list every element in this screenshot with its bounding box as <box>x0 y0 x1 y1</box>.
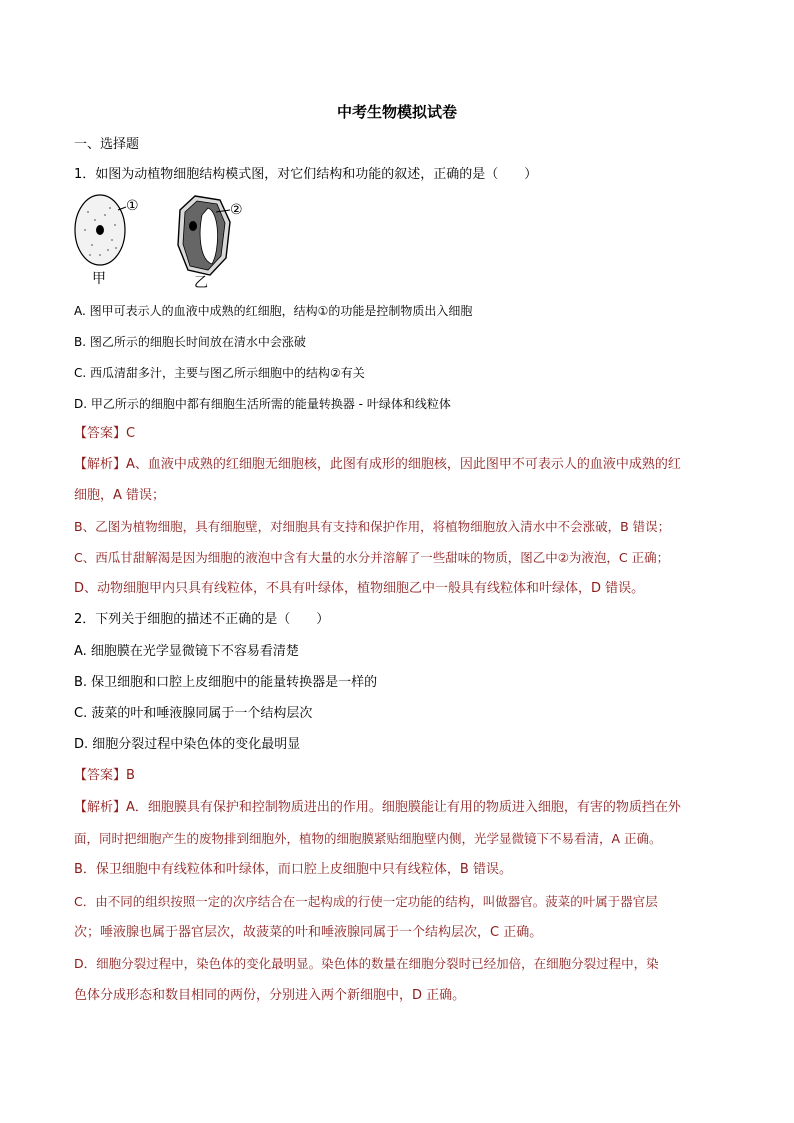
page-title: 中考生物模拟试卷 <box>336 103 457 121</box>
q1-analysis-line-4: C、西瓜甘甜解渴是因为细胞的液泡中含有大量的水分并溶解了一些甜味的物质，图乙中②为液泡，C 正确； <box>74 550 670 565</box>
q2-option-d: D. 细胞分裂过程中染色体的变化最明显 <box>74 737 301 752</box>
q1-answer <box>74 425 135 443</box>
animal-cell-nucleus <box>96 225 104 235</box>
section-heading: 一、选择题 <box>74 137 140 152</box>
q1-answer-value: C <box>126 426 136 441</box>
q2-analysis-line-2: 面，同时把细胞产生的废物排到细胞外，植物的细胞膜紧贴细胞壁内侧，光学显微镜下不易看清，A 正确。 <box>74 831 662 846</box>
q2-answer-value: B <box>126 768 135 783</box>
q1-answer-tag: 【答案】 <box>74 426 127 441</box>
q2-answer <box>74 767 135 785</box>
q1-analysis-text-1: A、血液中成熟的红细胞无细胞核，此图有成形的细胞核，因此图甲不可表示人的血液中成熟的红 <box>126 457 681 472</box>
q2-analysis-line-1 <box>74 799 681 817</box>
q1-analysis-line-2: 细胞，A 错误； <box>74 488 166 503</box>
q2-analysis-line-3: B．保卫细胞中有线粒体和叶绿体，而口腔上皮细胞中只有线粒体，B 错误。 <box>74 862 512 877</box>
q1-option-d: D. 甲乙所示的细胞中都有细胞生活所需的能量转换器 - 叶绿体和线粒体 <box>74 397 451 411</box>
q2-option-b: B. 保卫细胞和口腔上皮细胞中的能量转换器是一样的 <box>74 675 378 690</box>
marker-2: ② <box>230 202 243 218</box>
q1-analysis-line-3: B、乙图为植物细胞，具有细胞壁，对细胞具有支持和保护作用，将植物细胞放入清水中不会涨破，B 错误； <box>74 519 671 534</box>
marker-1: ① <box>126 198 139 214</box>
q2-analysis-line-4: C．由不同的组织按照一定的次序结合在一起构成的行使一定功能的结构，叫做器官。菠菜的叶属于器官层 <box>74 894 658 909</box>
q1-option-a: A. 图甲可表示人的血液中成熟的红细胞，结构①的功能是控制物质出入细胞 <box>74 304 473 318</box>
q2-analysis-text-1: A．细胞膜具有保护和控制物质进出的作用。细胞膜能让有用的物质进入细胞，有害的物质挡在外 <box>126 800 681 815</box>
q2-analysis-line-6: D．细胞分裂过程中，染色体的变化最明显。染色体的数量在细胞分裂时已经加倍，在细胞分裂过程中，染 <box>74 956 659 971</box>
plant-cell-nucleus <box>189 221 197 231</box>
q1-option-c: C. 西瓜清甜多汁，主要与图乙所示细胞中的结构②有关 <box>74 366 365 380</box>
cell-diagram <box>70 190 290 290</box>
label-animal-cell: 甲 <box>92 271 106 287</box>
q1-analysis-line-5: D、动物细胞甲内只具有线粒体，不具有叶绿体，植物细胞乙中一般具有线粒体和叶绿体，D 错误。 <box>74 581 645 596</box>
q2-answer-tag: 【答案】 <box>74 768 127 783</box>
q1-analysis-tag: 【解析】 <box>74 457 127 472</box>
q2-option-c: C. 菠菜的叶和唾液腺同属于一个结构层次 <box>74 706 313 721</box>
q2-analysis-line-7: 色体分成形态和数目相同的两份，分别进入两个新细胞中，D 正确。 <box>74 988 466 1003</box>
question-1-stem: 1．如图为动植物细胞结构模式图，对它们结构和功能的叙述，正确的是（ ） <box>74 167 538 182</box>
q2-analysis-tag: 【解析】 <box>74 800 127 815</box>
q2-option-a: A. 细胞膜在光学显微镜下不容易看清楚 <box>74 644 299 659</box>
q1-analysis-line-1 <box>74 456 681 474</box>
label-plant-cell: 乙 <box>194 275 208 291</box>
question-2-stem: 2．下列关于细胞的描述不正确的是（ ） <box>74 612 330 627</box>
q1-option-b: B. 图乙所示的细胞长时间放在清水中会涨破 <box>74 335 306 349</box>
q2-analysis-line-5: 次；唾液腺也属于器官层次，故菠菜的叶和唾液腺同属于一个结构层次，C 正确。 <box>74 925 543 940</box>
